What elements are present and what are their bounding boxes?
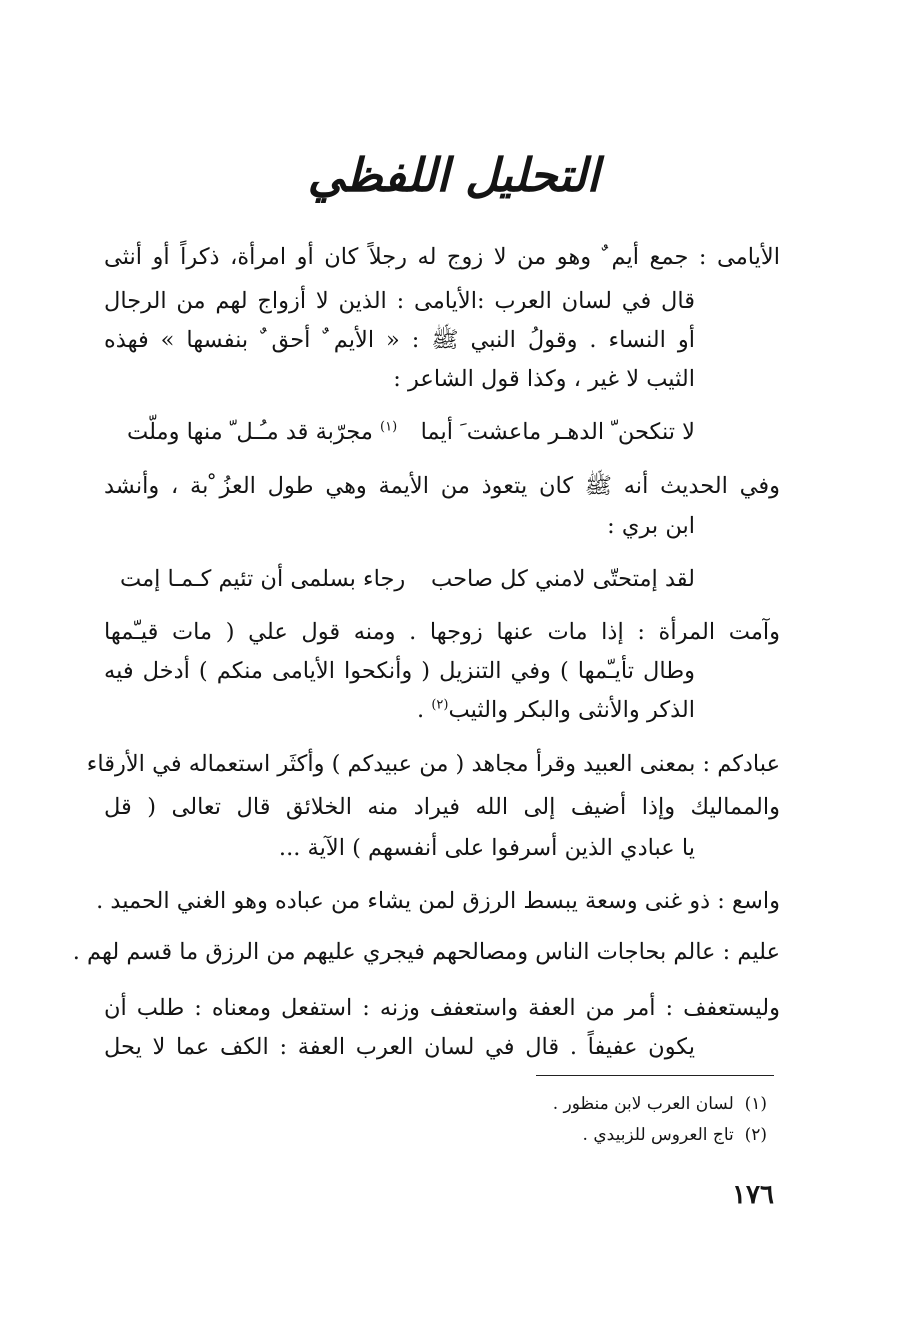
footnote-ref: (١) bbox=[380, 419, 398, 435]
text-line: قال في لسان العرب :الأيامى : الذين لا أزواج لهم من الرجال bbox=[104, 288, 695, 314]
page-number: ١٧٦ bbox=[732, 1180, 774, 1210]
text-line: وطال تأيـّمها ) وفي التنزيل ( وأنكحوا الأيامى منكم ) أدخل فيه bbox=[104, 658, 695, 684]
text-line: واسع : ذو غنى وسعة يبسط الرزق لمن يشاء من عباده وهو الغني الحميد . bbox=[96, 888, 780, 914]
text-line: وليستعفف : أمر من العفة واستعفف وزنه : استفعل ومعناه : طلب أن bbox=[104, 995, 780, 1021]
footnote-ref: (٢) bbox=[431, 697, 449, 713]
section-title: التحليل اللفظي bbox=[307, 148, 600, 202]
text-line: والمماليك وإذا أضيف إلى الله فيراد منه الخلائق قال تعالى ( قل bbox=[104, 794, 780, 820]
text-line: يكون عفيفاً . قال في لسان العرب العفة : الكف عما لا يحل bbox=[104, 1034, 695, 1060]
text-line: ابن بري : bbox=[607, 513, 695, 539]
text-line: الذكر والأنثى والبكر والثيب$^{(٢)}$ . bbox=[417, 697, 695, 723]
verse-hemistich-left: رجاء بسلمى أن تئيم كـمـا إمت bbox=[120, 566, 406, 592]
footnote: (٢) تاج العروس للزبيدي . bbox=[582, 1125, 767, 1145]
footnote: (١) لسان العرب لابن منظور . bbox=[552, 1094, 767, 1114]
text-line: عبادكم : بمعنى العبيد وقرأ مجاهد ( من عبيدكم ) وأكثَر استعماله في الأرقاء bbox=[86, 751, 780, 777]
text-line: الثيب لا غير ، وكذا قول الشاعر : bbox=[393, 366, 695, 392]
verse-hemistich-right: لقد إمتحتّى لامني كل صاحب bbox=[431, 566, 695, 592]
footnote-divider bbox=[536, 1075, 774, 1076]
text-line: وآمت المرأة : إذا مات عنها زوجها . ومنه قول علي ( مات قيـّمها bbox=[104, 619, 780, 645]
text-line: أو النساء . وقولُ النبي ﷺ : « الأيم ٌ أحق ٌ بنفسها » فهذه bbox=[104, 327, 695, 353]
verse-hemistich-left: $^{(١)}$ مجرّبة قد مـُـل ّ منها وملّت bbox=[127, 419, 398, 445]
text-line: عليم : عالم بحاجات الناس ومصالحهم فيجري عليهم من الرزق ما قسم لهم . bbox=[72, 939, 780, 965]
text-line: يا عبادي الذين أسرفوا على أنفسهم ) الآية ... bbox=[278, 835, 695, 861]
text-line: وفي الحديث أنه ﷺ كان يتعوذ من الأيمة وهي طول العزُ ْبة ، وأنشد bbox=[104, 473, 780, 499]
verse-hemistich-right: لا تنكحن ّ الدهـر ماعشت َ أيما bbox=[420, 419, 695, 445]
text-line: الأيامى : جمع أيم ٌ وهو من لا زوج له رجلاً كان أو امرأة، ذكراً أو أنثى bbox=[104, 244, 780, 270]
